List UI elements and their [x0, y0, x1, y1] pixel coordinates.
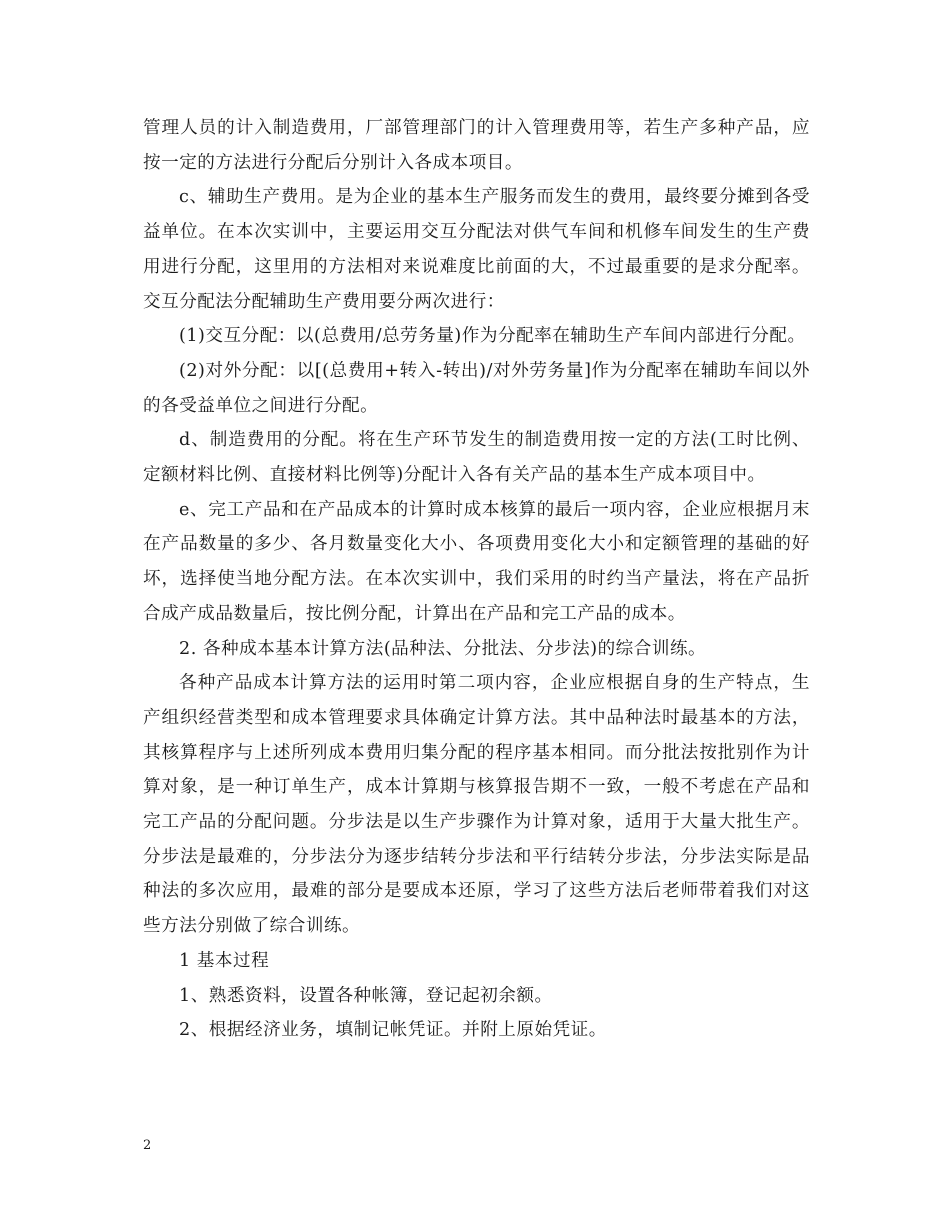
paragraph-1: 管理人员的计入制造费用，厂部管理部门的计入管理费用等，若生产多种产品，应按一定的方法进行分配后分别计入各成本项目。 — [143, 118, 810, 173]
document-body — [143, 111, 810, 1048]
paragraph-7: 2. 各种成本基本计算方法(品种法、分批法、分步法)的综合训练。 — [179, 638, 707, 659]
paragraph-9: 1 基本过程 — [179, 950, 270, 971]
paragraph-10: 1、熟悉资料，设置各种帐簿，登记起初余额。 — [179, 985, 553, 1006]
page-number: 2 — [143, 1138, 152, 1153]
paragraph-6: e、完工产品和在产品成本的计算时成本核算的最后一项内容，企业应根据月末在产品数量的多少、各月数量变化大小、各项费用变化大小和定额管理的基础的好坏，选择使当地分配方法。在本次实训中，我们采用的时约当产量法，将在产品折合成产成品数量后，按比例分配，计算出在产品和完工产品的成本。 — [143, 499, 810, 624]
paragraph-3: (1)交互分配：以(总费用/总劳务量)作为分配率在辅助生产车间内部进行分配。 — [179, 326, 806, 347]
paragraph-2: c、辅助生产费用。是为企业的基本生产服务而发生的费用，最终要分摊到各受益单位。在本次实训中，主要运用交互分配法对供气车间和机修车间发生的生产费用进行分配，这里用的方法相对来说难度比前面的大，不过最重要的是求分配率。交互分配法分配辅助生产费用要分两次进行： — [143, 187, 810, 312]
paragraph-4: (2)对外分配：以[(总费用+转入-转出)/对外劳务量]作为分配率在辅助车间以外的各受益单位之间进行分配。 — [143, 360, 810, 416]
paragraph-8: 各种产品成本计算方法的运用时第二项内容，企业应根据自身的生产特点，生产组织经营类型和成本管理要求具体确定计算方法。其中品种法时最基本的方法，其核算程序与上述所列成本费用归集分配的程序基本相同。而分批法按批别作为计算对象，是一种订单生产，成本计算期与核算报告期不一致，一般不考虑在产品和完工产品的分配问题。分步法是以生产步骤作为计算对象，适用于大量大批生产。分步法是最难的，分步法分为逐步结转分步法和平行结转分步法，分步法实际是品种法的多次应用，最难的部分是要成本还原，学习了这些方法后老师带着我们对这些方法分别做了综合训练。 — [143, 673, 810, 937]
paragraph-11: 2、根据经济业务，填制记帐凭证。并附上原始凭证。 — [179, 1020, 607, 1041]
paragraph-5: d、制造费用的分配。将在生产环节发生的制造费用按一定的方法(工时比例、定额材料比例、直接材料比例等)分配计入各有关产品的基本生产成本项目中。 — [143, 430, 810, 486]
